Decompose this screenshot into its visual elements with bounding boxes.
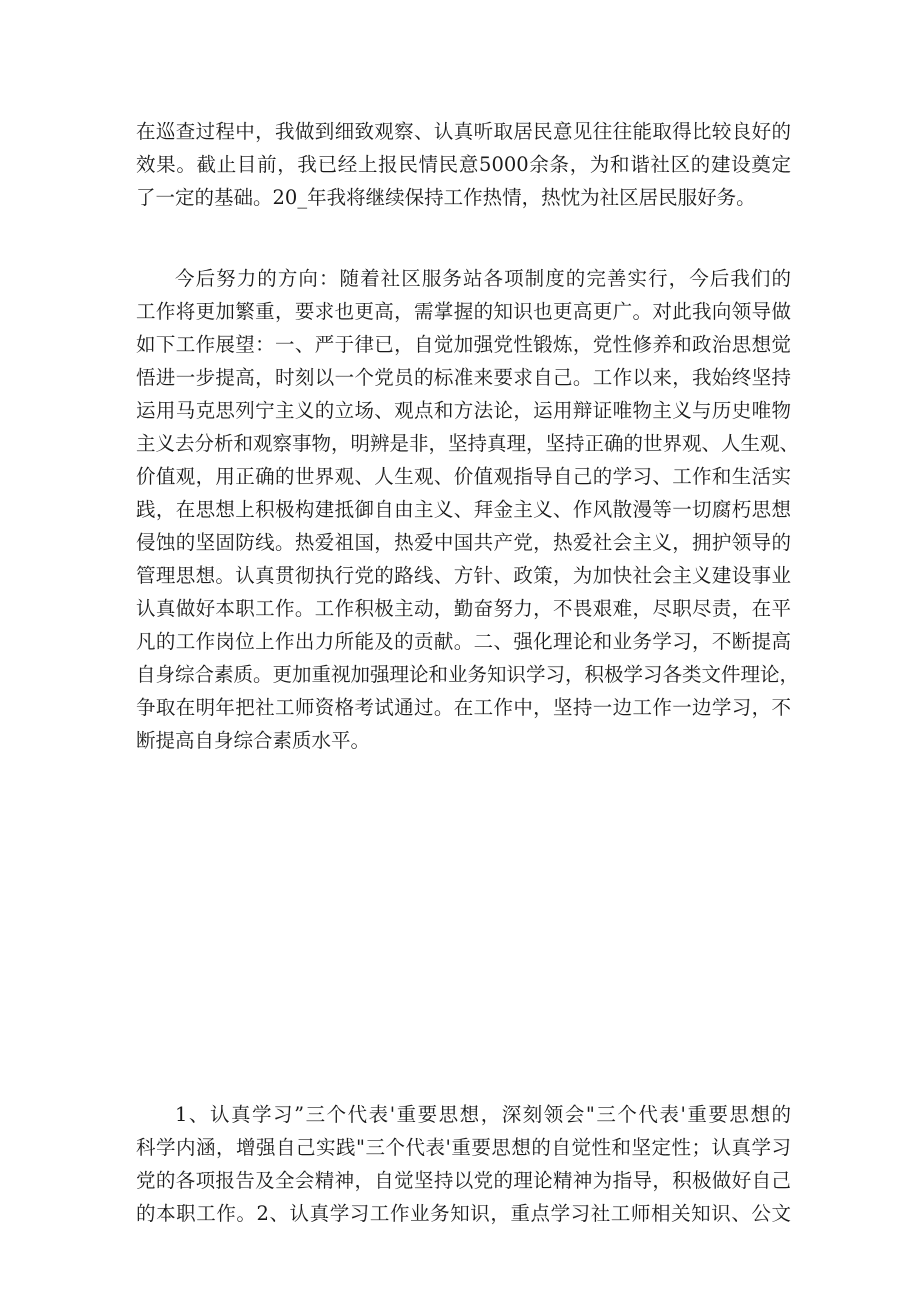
paragraph-line: 工作将更加繁重，要求也更高，需掌握的知识也更高更广。对此我向领导做 — [136, 300, 791, 323]
paragraph-line: 践，在思想上积极构建抵御自由主义、拜金主义、作风散漫等一切腐朽思想 — [136, 498, 791, 521]
paragraph-line: 今后努力的方向：随着社区服务站各项制度的完善实行，今后我们的 — [175, 267, 791, 290]
paragraph-line: 如下工作展望：一、严于律已，自觉加强党性锻炼，党性修养和政治思想觉 — [136, 333, 791, 356]
paragraph-line: 侵蚀的坚固防线。热爱祖国，热爱中国共产党，热爱社会主义，拥护领导的 — [136, 531, 791, 554]
paragraph-line: 主义去分析和观察事物，明辨是非，坚持真理，坚持正确的世界观、人生观、 — [136, 432, 800, 455]
paragraph-line: 效果。截止目前，我已经上报民情民意5000余条，为和谐社区的建设奠定 — [136, 153, 791, 176]
paragraph-line: 价值观，用正确的世界观、人生观、价值观指导自己的学习、工作和生活实 — [136, 465, 791, 488]
paragraph-1 — [136, 115, 791, 214]
paragraph-line: 管理思想。认真贯彻执行党的路线、方针、政策，为加快社会主义建设事业 — [136, 564, 791, 587]
paragraph-line: 凡的工作岗位上作出力所能及的贡献。二、强化理论和业务学习，不断提高 — [136, 630, 791, 653]
paragraph-line: 科学内涵，增强自己实践"三个代表'重要思想的自觉性和坚定性；认真学习 — [136, 1136, 791, 1159]
paragraph-line: 认真做好本职工作。工作积极主动，勤奋努力，不畏艰难，尽职尽责，在平 — [136, 597, 791, 620]
paragraph-3 — [136, 1098, 791, 1230]
paragraph-line: 悟进一步提高，时刻以一个党员的标准来要求自己。工作以来，我始终坚持 — [136, 366, 791, 389]
paragraph-line: 了一定的基础。20_年我将继续保持工作热情，热忱为社区居民服好务。 — [136, 186, 756, 209]
paragraph-line: 1、认真学习”三个代表'重要思想，深刻领会"三个代表'重要思想的 — [175, 1103, 791, 1126]
paragraph-line: 运用马克思列宁主义的立场、观点和方法论，运用辩证唯物主义与历史唯物 — [136, 399, 791, 422]
paragraph-line: 自身综合素质。更加重视加强理论和业务知识学习，积极学习各类文件理论， — [136, 663, 800, 686]
paragraph-line: 争取在明年把社工师资格考试通过。在工作中，坚持一边工作一边学习，不 — [136, 696, 791, 719]
paragraph-2 — [136, 262, 800, 757]
paragraph-line: 断提高自身综合素质水平。 — [136, 729, 371, 752]
paragraph-line: 在巡查过程中，我做到细致观察、认真听取居民意见往往能取得比较良好的 — [136, 120, 791, 143]
paragraph-line: 的本职工作。2、认真学习工作业务知识，重点学习社工师相关知识、公文 — [136, 1202, 791, 1225]
paragraph-line: 党的各项报告及全会精神，自觉坚持以党的理论精神为指导，积极做好自己 — [136, 1169, 791, 1192]
